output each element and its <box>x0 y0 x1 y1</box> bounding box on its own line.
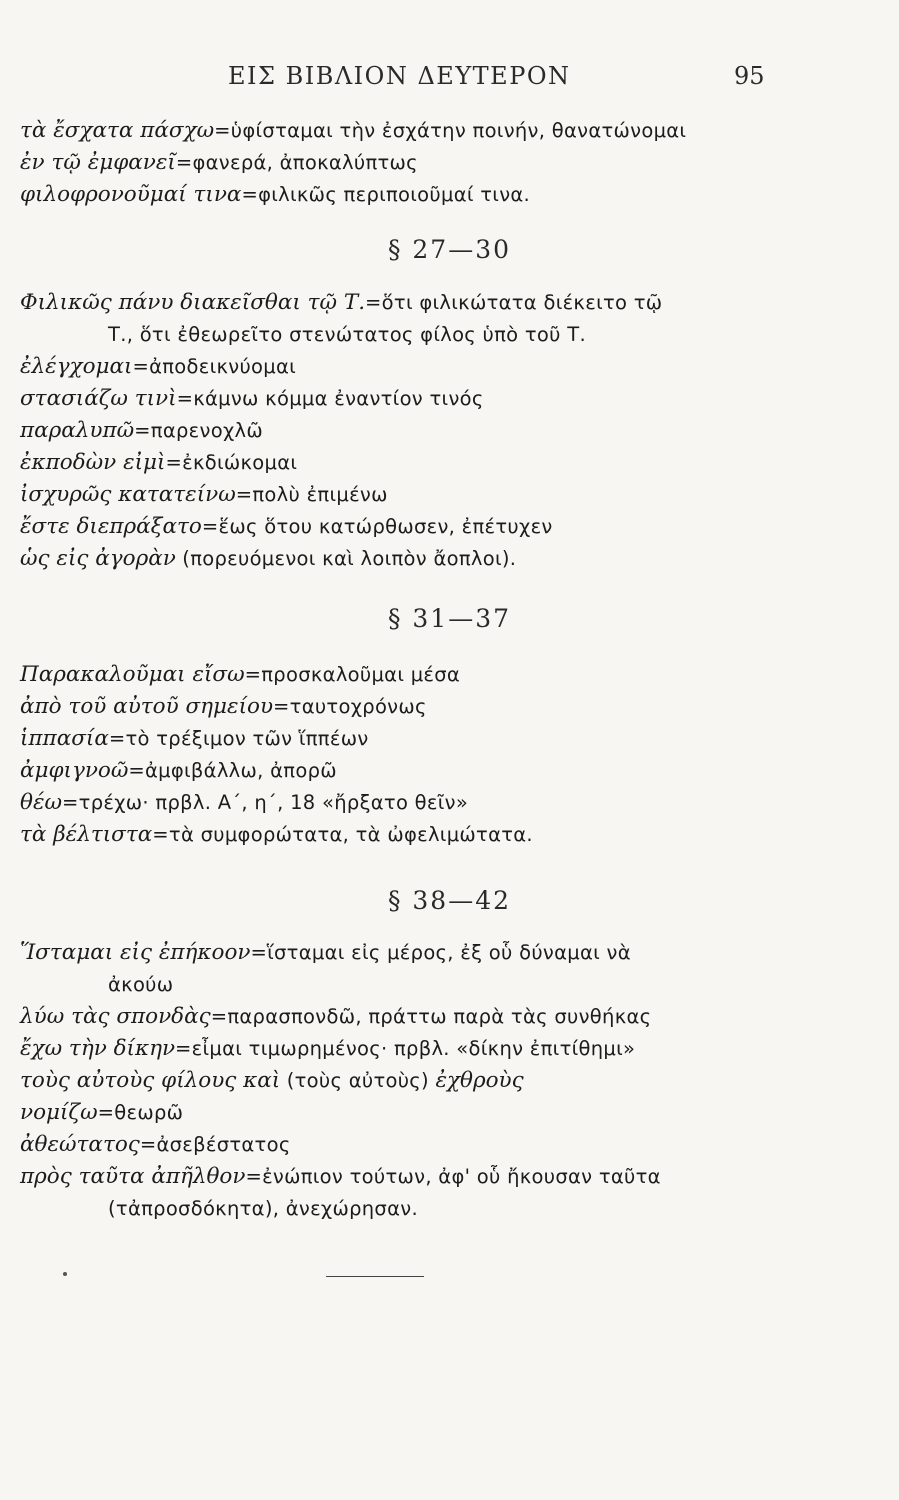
glossary-entry <box>20 148 859 178</box>
entry-definition: =τὰ συμφορώτατα, τὰ ὠφελιμώτατα. <box>152 823 533 846</box>
entry-head: ἔστε διεπράξατο <box>20 514 202 539</box>
entry-head: παραλυπῶ <box>20 418 135 443</box>
glossary-entry <box>20 512 859 542</box>
entry-definition: =ὑφίσταμαι τὴν ἐσχάτην ποινήν, θανατώνομαι <box>214 119 687 142</box>
glossary-entry <box>20 116 859 146</box>
running-head <box>0 62 899 102</box>
entry-definition: =φανερά, ἀποκαλύπτως <box>175 151 418 174</box>
entry-definition: =ἀσεβέστατος <box>139 1133 291 1156</box>
entry-definition: =τρέχω· πρβλ. Α΄, η΄, 18 «ἤρξατο θεῖν» <box>62 791 469 814</box>
glossary-entry <box>20 288 859 318</box>
end-rule <box>326 1276 424 1277</box>
entry-definition: =ἵσταμαι εἰς μέρος, ἐξ οὗ δύναμαι νὰ <box>250 941 631 964</box>
entry-definition: =ταυτοχρόνως <box>273 695 427 718</box>
entry-head: Παρακαλοῦμαι εἴσω <box>20 662 245 687</box>
entry-definition: =ἐκδιώκομαι <box>165 451 298 474</box>
entry-definition: =κάμνω κόμμα ἐναντίον τινός <box>176 387 484 410</box>
glossary-entry <box>20 480 859 510</box>
entry-head: ἀπὸ τοῦ αὐτοῦ σημείου <box>20 694 274 719</box>
entry-continuation <box>108 1194 859 1224</box>
glossary-entry <box>20 938 859 968</box>
entry-head: ἰσχυρῶς κατατείνω <box>20 482 236 507</box>
entry-definition: =παρασπονδῶ, πράττω παρὰ τὰς συνθήκας <box>210 1005 652 1028</box>
entry-definition: =ἀμφιβάλλω, ἀπορῶ <box>128 759 337 782</box>
entry-head: τοὺς αὐτοὺς φίλους καὶ <box>20 1068 281 1093</box>
glossary-entry <box>20 1066 859 1096</box>
entry-head: ἱππασία <box>20 726 109 751</box>
section-heading: § 31—37 <box>387 604 512 633</box>
glossary-entry <box>20 820 859 850</box>
glossary-entry <box>20 692 859 722</box>
glossary-entry <box>20 1130 859 1160</box>
glossary-entry <box>20 544 859 574</box>
entry-head: Ἵσταμαι εἰς ἐπήκοον <box>20 940 251 965</box>
entry-definition: =εἶμαι τιμωρημένος· πρβλ. «δίκην ἐπιτίθημι» <box>175 1037 636 1060</box>
entry-head: λύω τὰς σπονδὰς <box>20 1004 211 1029</box>
entry-head: ἀθεώτατος <box>20 1132 140 1157</box>
entry-definition: =θεωρῶ <box>97 1101 184 1124</box>
entry-definition: =ἐνώπιον τούτων, ἀφ' οὗ ἤκουσαν ταῦτα <box>245 1165 661 1188</box>
glossary-entry <box>20 1098 859 1128</box>
printer-dot <box>63 1272 67 1276</box>
entry-definition: (πορευόμενοι καὶ λοιπὸν ἄοπλοι). <box>175 547 517 570</box>
entry-definition: =τὸ τρέξιμον τῶν ἵππέων <box>108 727 369 750</box>
entry-definition: =παρενοχλῶ <box>134 419 263 442</box>
glossary-entry <box>20 660 859 690</box>
entry-continuation <box>108 320 859 350</box>
entry-definition: =πολὺ ἐπιμένω <box>235 483 388 506</box>
glossary-entry <box>20 756 859 786</box>
entry-definition: (τοὺς αὐτοὺς) <box>280 1069 436 1092</box>
entry-head: τὰ ἔσχατα πάσχω <box>20 118 215 143</box>
glossary-entry <box>20 1162 859 1192</box>
entry-head: φιλοφρονοῦμαί τινα <box>20 182 242 207</box>
entry-definition: =ἕως ὅτου κατώρθωσεν, ἐπέτυχεν <box>201 515 553 538</box>
page-number: 95 <box>734 62 765 90</box>
entry-definition: =ἀποδεικνύομαι <box>132 355 297 378</box>
running-title: ΕΙΣ ΒΙΒΛΙΟΝ ΔΕΥΤΕΡΟΝ <box>228 62 571 90</box>
glossary-entry <box>20 180 859 210</box>
entry-head: ἔχω τὴν δίκην <box>20 1036 176 1061</box>
entry-head: στασιάζω τινὶ <box>20 386 177 411</box>
entry-head-2: ἐχθροὺς <box>435 1068 524 1093</box>
glossary-entry <box>20 1002 859 1032</box>
glossary-entry <box>20 384 859 414</box>
section-heading: § 38—42 <box>387 886 512 915</box>
entry-continuation <box>108 970 859 1000</box>
glossary-entry <box>20 788 859 818</box>
glossary-entry <box>20 416 859 446</box>
entry-definition-cont: ἀκούω <box>108 973 174 996</box>
section-heading: § 27—30 <box>387 235 512 264</box>
entry-definition-cont: (τἀπροσδόκητα), ἀνεχώρησαν. <box>108 1197 418 1220</box>
entry-head: ὡς εἰς ἀγορὰν <box>20 546 176 571</box>
entry-definition: =ὅτι φιλικώτατα διέκειτο τῷ <box>365 291 663 314</box>
glossary-entry <box>20 448 859 478</box>
entry-head: ἐκποδὼν εἰμὶ <box>20 450 166 475</box>
entry-head: θέω <box>20 790 63 815</box>
entry-head: ἐλέγχομαι <box>20 354 133 379</box>
entry-definition: =προσκαλοῦμαι μέσα <box>244 663 461 686</box>
glossary-entry <box>20 352 859 382</box>
entry-head: νομίζω <box>20 1100 98 1125</box>
entry-definition: =φιλικῶς περιποιοῦμαί τινα. <box>241 183 531 206</box>
entry-head: ἐν τῷ ἐμφανεῖ <box>20 150 176 175</box>
entry-head: Φιλικῶς πάνυ διακεῖσθαι τῷ Τ. <box>20 290 366 315</box>
entry-head: ἀμφιγνοῶ <box>20 758 129 783</box>
glossary-entry <box>20 1034 859 1064</box>
entry-definition-cont: Τ., ὅτι ἐθεωρεῖτο στενώτατος φίλος ὑπὸ τοῦ Τ. <box>108 323 586 346</box>
glossary-entry <box>20 724 859 754</box>
entry-head: τὰ βέλτιστα <box>20 822 153 847</box>
entry-head: πρὸς ταῦτα ἀπῆλθον <box>20 1164 246 1189</box>
